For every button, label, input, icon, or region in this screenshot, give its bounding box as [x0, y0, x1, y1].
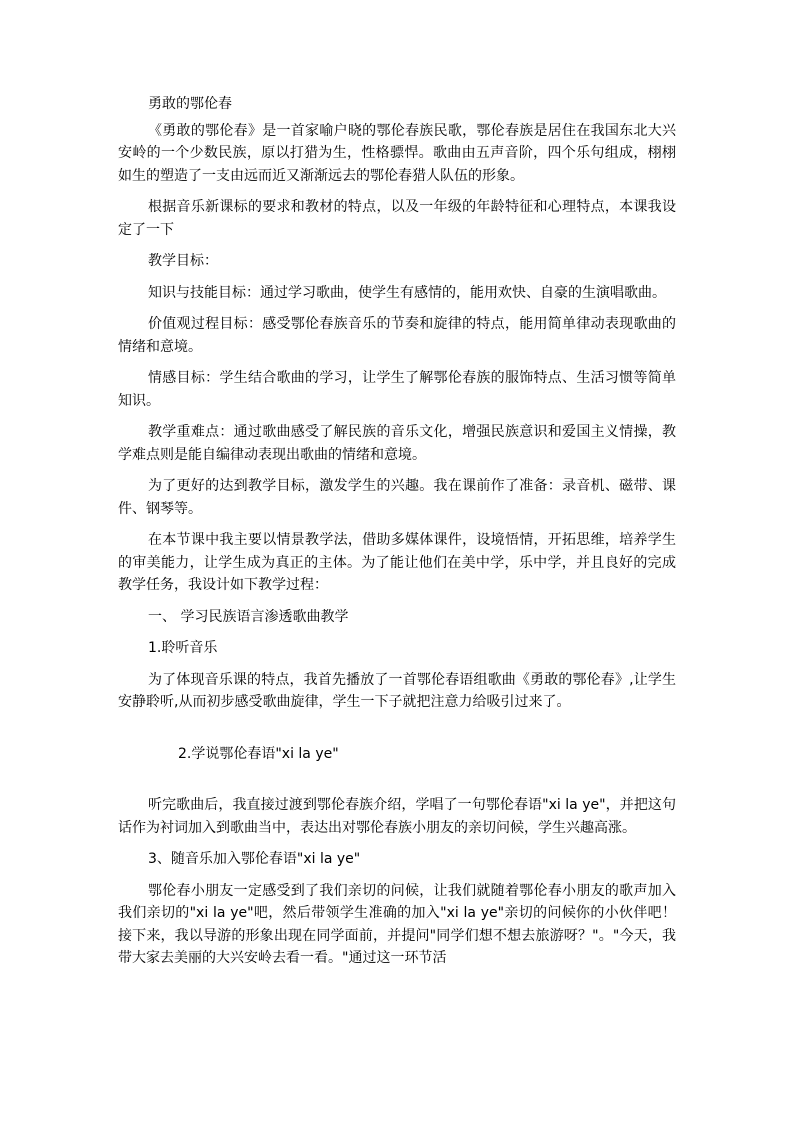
subheading-listen: 1.聆听音乐 — [148, 640, 218, 656]
paragraph-sing-along: 鄂伦春小朋友一定感受到了我们亲切的问候，让我们就随着鄂伦春小朋友的歌声加入我们亲切的"xi la ye"吧，然后带领学生准确的加入"xi la ye"亲切的问候你的小伙伴吧！接下来，我以导游的形象出现在同学面前，并提问"同学们想不想去旅游呀？"。"今天，我带大家去美丽的大兴安岭去看一看。"通过这一环节活 — [118, 882, 676, 966]
paragraph-speak: 听完歌曲后，我直接过渡到鄂伦春族介绍，学唱了一句鄂伦春语"xi la ye"，并把这句话作为衬词加入到歌曲当中，表达出对鄂伦春族小朋友的亲切问候，学生兴趣高涨。 — [118, 797, 676, 836]
paragraph-values-goal: 价值观过程目标：感受鄂伦春族音乐的节奏和旋律的特点，能用简单律动表现歌曲的情绪和意境。 — [118, 316, 676, 355]
paragraph-emotion-goal: 情感目标：学生结合歌曲的学习，让学生了解鄂伦春族的服饰特点、生活习惯等简单知识。 — [118, 370, 676, 409]
paragraph-intro: 《勇敢的鄂伦春》是一首家喻户晓的鄂伦春族民歌，鄂伦春族是居住在我国东北大兴安岭的一个少数民族，原以打猎为生，性格骠悍。歌曲由五声音阶，四个乐句组成，栩栩如生的塑造了一支由远而近又渐渐远去的鄂伦春猎人队伍的形象。 — [118, 122, 676, 184]
section-heading-1: 一、 学习民族语言渗透歌曲教学 — [148, 608, 349, 625]
document-title: 勇敢的鄂伦春 — [148, 96, 232, 112]
paragraph-standards: 根据音乐新课标的要求和教材的特点，以及一年级的年龄特征和心理特点，本课我设定了一下 — [118, 199, 676, 238]
paragraph-knowledge-goal: 知识与技能目标：通过学习歌曲，使学生有感情的，能用欢快、自豪的生演唱歌曲。 — [148, 284, 666, 301]
document-page — [118, 93, 676, 970]
subheading-speak: 2.学说鄂伦春语"xi la ye" — [178, 745, 339, 762]
paragraph-key-points: 教学重难点：通过歌曲感受了解民族的音乐文化，增强民族意识和爱国主义情操，教学难点则是能自编律动表现出歌曲的情绪和意境。 — [118, 424, 676, 463]
paragraph-method: 在本节课中我主要以情景教学法，借助多媒体课件，设境悟情，开拓思维，培养学生的审美能力，让学生成为真正的主体。为了能让他们在美中学，乐中学，并且良好的完成教学任务，我设计如下教学过程： — [118, 532, 676, 593]
paragraph-listen: 为了体现音乐课的特点，我首先播放了一首鄂伦春语组歌曲《勇敢的鄂伦春》,让学生安静聆听,从而初步感受歌曲旋律，学生一下子就把注意力给吸引过来了。 — [118, 671, 676, 710]
subheading-sing-along: 3、随音乐加入鄂伦春语"xi la ye" — [148, 851, 361, 867]
paragraph-preparation: 为了更好的达到教学目标，激发学生的兴趣。我在课前作了准备：录音机、磁带、课件、钢琴等。 — [118, 478, 676, 517]
heading-teaching-goals: 教学目标： — [148, 253, 218, 269]
